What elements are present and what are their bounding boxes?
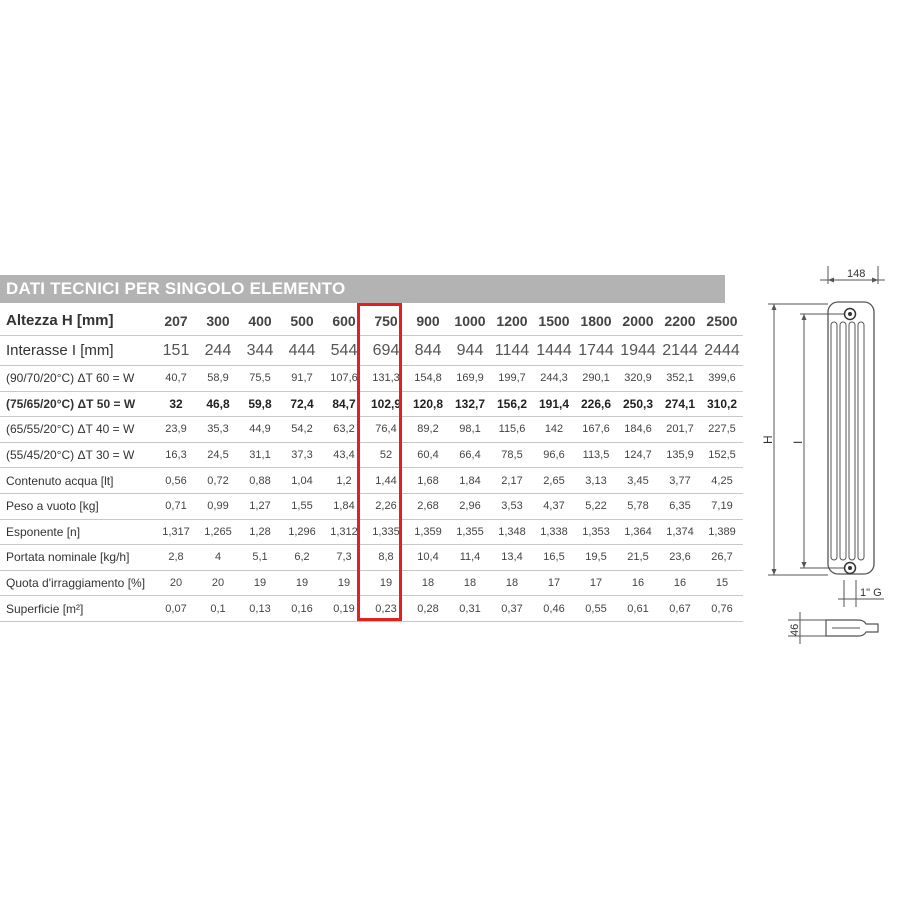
table-cell: 1,84 — [449, 468, 491, 494]
table-cell: 444 — [281, 336, 323, 366]
table-cell: 0,56 — [155, 468, 197, 494]
table-cell: 0,99 — [197, 493, 239, 519]
table-cell: 2500 — [701, 306, 743, 336]
table-cell: 156,2 — [491, 391, 533, 417]
table-cell: 66,4 — [449, 442, 491, 468]
table-cell: 1,27 — [239, 493, 281, 519]
table-cell: 0,71 — [155, 493, 197, 519]
table-cell: 500 — [281, 306, 323, 336]
table-cell: 89,2 — [407, 417, 449, 443]
row-label: (55/45/20°C) ΔT 30 = W — [0, 442, 155, 468]
table-cell: 18 — [491, 570, 533, 596]
table-cell: 107,6 — [323, 366, 365, 392]
table-cell: 3,13 — [575, 468, 617, 494]
table-cell: 310,2 — [701, 391, 743, 417]
table-row — [0, 417, 743, 443]
table-cell: 135,9 — [659, 442, 701, 468]
table-cell: 6,35 — [659, 493, 701, 519]
table-row — [0, 366, 743, 392]
table-cell: 1,68 — [407, 468, 449, 494]
row-label: (75/65/20°C) ΔT 50 = W — [0, 391, 155, 417]
table-cell: 52 — [365, 442, 407, 468]
table-row — [0, 493, 743, 519]
table-cell: 16 — [659, 570, 701, 596]
table-cell: 26,7 — [701, 545, 743, 571]
table-cell: 0,13 — [239, 596, 281, 622]
table-row — [0, 391, 743, 417]
table-cell: 1944 — [617, 336, 659, 366]
h-arrow-bottom — [772, 569, 777, 575]
height-dim-label: H — [761, 435, 775, 444]
table-cell: 96,6 — [533, 442, 575, 468]
table-cell: 2,68 — [407, 493, 449, 519]
table-cell: 5,22 — [575, 493, 617, 519]
table-cell: 54,2 — [281, 417, 323, 443]
technical-data-table — [0, 306, 743, 622]
table-cell: 91,7 — [281, 366, 323, 392]
table-cell: 1,389 — [701, 519, 743, 545]
table-cell: 900 — [407, 306, 449, 336]
table-cell: 244 — [197, 336, 239, 366]
table-cell: 16,3 — [155, 442, 197, 468]
table-cell: 78,5 — [491, 442, 533, 468]
table-cell: 16,5 — [533, 545, 575, 571]
table-cell: 7,3 — [323, 545, 365, 571]
table-cell: 1,296 — [281, 519, 323, 545]
table-cell: 1,335 — [365, 519, 407, 545]
table-cell: 31,1 — [239, 442, 281, 468]
table-cell: 844 — [407, 336, 449, 366]
table-cell: 131,3 — [365, 366, 407, 392]
table-cell: 120,8 — [407, 391, 449, 417]
table-cell: 300 — [197, 306, 239, 336]
table-cell: 201,7 — [659, 417, 701, 443]
table-cell: 59,8 — [239, 391, 281, 417]
table-cell: 290,1 — [575, 366, 617, 392]
table-cell: 4,37 — [533, 493, 575, 519]
table-cell: 1500 — [533, 306, 575, 336]
table-cell: 58,9 — [197, 366, 239, 392]
table-cell: 600 — [323, 306, 365, 336]
table-row — [0, 545, 743, 571]
table-cell: 124,7 — [617, 442, 659, 468]
table-cell: 399,6 — [701, 366, 743, 392]
table-cell: 1,84 — [323, 493, 365, 519]
table-cell: 6,2 — [281, 545, 323, 571]
table-title: DATI TECNICI PER SINGOLO ELEMENTO — [0, 275, 725, 303]
table-cell: 244,3 — [533, 366, 575, 392]
table-cell: 16 — [617, 570, 659, 596]
table-cell: 44,9 — [239, 417, 281, 443]
table-cell: 21,5 — [617, 545, 659, 571]
table-row — [0, 306, 743, 336]
table-cell: 84,7 — [323, 391, 365, 417]
table-cell: 0,23 — [365, 596, 407, 622]
table-cell: 32 — [155, 391, 197, 417]
table-cell: 1,348 — [491, 519, 533, 545]
table-cell: 11,4 — [449, 545, 491, 571]
table-cell: 63,2 — [323, 417, 365, 443]
table-row — [0, 519, 743, 545]
row-label: (65/55/20°C) ΔT 40 = W — [0, 417, 155, 443]
table-cell: 1,359 — [407, 519, 449, 545]
table-cell: 7,19 — [701, 493, 743, 519]
table-cell: 4 — [197, 545, 239, 571]
connection-label: 1" G — [860, 587, 882, 599]
table-cell: 400 — [239, 306, 281, 336]
table-cell: 2,96 — [449, 493, 491, 519]
table-cell: 60,4 — [407, 442, 449, 468]
table-cell: 43,4 — [323, 442, 365, 468]
table-cell: 1,265 — [197, 519, 239, 545]
row-label: (90/70/20°C) ΔT 60 = W — [0, 366, 155, 392]
table-cell: 2,65 — [533, 468, 575, 494]
row-label: Quota d'irraggiamento [%] — [0, 570, 155, 596]
h-arrow-top — [772, 304, 777, 310]
table-cell: 20 — [197, 570, 239, 596]
interaxis-dim-label: I — [791, 440, 805, 444]
table-cell: 0,61 — [617, 596, 659, 622]
table-cell: 2200 — [659, 306, 701, 336]
table-cell: 1800 — [575, 306, 617, 336]
table-cell: 227,5 — [701, 417, 743, 443]
table-cell: 944 — [449, 336, 491, 366]
table-cell: 1,04 — [281, 468, 323, 494]
top-connection-core — [848, 312, 852, 316]
table-cell: 132,7 — [449, 391, 491, 417]
table-cell: 98,1 — [449, 417, 491, 443]
table-cell: 35,3 — [197, 417, 239, 443]
table-cell: 154,8 — [407, 366, 449, 392]
table-cell: 151 — [155, 336, 197, 366]
radiator-body — [828, 302, 874, 574]
table-cell: 19,5 — [575, 545, 617, 571]
table-cell: 207 — [155, 306, 197, 336]
table-row — [0, 336, 743, 366]
table-cell: 1,353 — [575, 519, 617, 545]
table-cell: 750 — [365, 306, 407, 336]
row-label: Interasse I [mm] — [0, 336, 155, 366]
table-cell: 191,4 — [533, 391, 575, 417]
table-cell: 2144 — [659, 336, 701, 366]
table-cell: 46,8 — [197, 391, 239, 417]
table-cell: 320,9 — [617, 366, 659, 392]
table-cell: 250,3 — [617, 391, 659, 417]
table-cell: 102,9 — [365, 391, 407, 417]
width-dim-label: 148 — [847, 268, 866, 280]
table-cell: 3,45 — [617, 468, 659, 494]
table-cell: 1,317 — [155, 519, 197, 545]
table-cell: 1,55 — [281, 493, 323, 519]
table-cell: 1144 — [491, 336, 533, 366]
i-arrow-bottom — [802, 562, 807, 568]
width-arrow-left — [828, 278, 834, 283]
table-cell: 199,7 — [491, 366, 533, 392]
table-cell: 13,4 — [491, 545, 533, 571]
table-cell: 1,2 — [323, 468, 365, 494]
table-cell: 23,9 — [155, 417, 197, 443]
table-cell: 1,44 — [365, 468, 407, 494]
table-cell: 1,364 — [617, 519, 659, 545]
table-cell: 115,6 — [491, 417, 533, 443]
row-label: Altezza H [mm] — [0, 306, 155, 336]
table-cell: 75,5 — [239, 366, 281, 392]
table-cell: 72,4 — [281, 391, 323, 417]
table-cell: 1744 — [575, 336, 617, 366]
table-cell: 0,67 — [659, 596, 701, 622]
table-cell: 19 — [281, 570, 323, 596]
table-cell: 3,53 — [491, 493, 533, 519]
table-cell: 1000 — [449, 306, 491, 336]
table-cell: 0,88 — [239, 468, 281, 494]
table-cell: 19 — [365, 570, 407, 596]
table-cell: 5,1 — [239, 545, 281, 571]
table-row — [0, 570, 743, 596]
table-cell: 0,72 — [197, 468, 239, 494]
table-cell: 1,28 — [239, 519, 281, 545]
table-row — [0, 468, 743, 494]
row-label: Esponente [n] — [0, 519, 155, 545]
table-cell: 184,6 — [617, 417, 659, 443]
table-cell: 694 — [365, 336, 407, 366]
table-cell: 113,5 — [575, 442, 617, 468]
table-cell: 0,1 — [197, 596, 239, 622]
table-cell: 76,4 — [365, 417, 407, 443]
table-cell: 37,3 — [281, 442, 323, 468]
table-cell: 352,1 — [659, 366, 701, 392]
table-cell: 2,17 — [491, 468, 533, 494]
table-cell: 544 — [323, 336, 365, 366]
table-cell: 4,25 — [701, 468, 743, 494]
width-arrow-right — [872, 278, 878, 283]
table-cell: 18 — [449, 570, 491, 596]
table-cell: 19 — [239, 570, 281, 596]
table-cell: 1,312 — [323, 519, 365, 545]
table-cell: 24,5 — [197, 442, 239, 468]
table-cell: 1,338 — [533, 519, 575, 545]
table-cell: 152,5 — [701, 442, 743, 468]
table-cell: 226,6 — [575, 391, 617, 417]
table-cell: 2000 — [617, 306, 659, 336]
table-cell: 18 — [407, 570, 449, 596]
table-cell: 0,16 — [281, 596, 323, 622]
table-cell: 40,7 — [155, 366, 197, 392]
depth-dim-label: 46 — [789, 623, 801, 636]
table-cell: 19 — [323, 570, 365, 596]
row-label: Superficie [m²] — [0, 596, 155, 622]
table-cell: 0,07 — [155, 596, 197, 622]
bottom-connection-core — [848, 566, 852, 570]
table-cell: 0,37 — [491, 596, 533, 622]
table-row — [0, 442, 743, 468]
table-cell: 2,26 — [365, 493, 407, 519]
table-cell: 169,9 — [449, 366, 491, 392]
table-cell: 0,19 — [323, 596, 365, 622]
table-cell: 2,8 — [155, 545, 197, 571]
table-cell: 274,1 — [659, 391, 701, 417]
table-cell: 1200 — [491, 306, 533, 336]
table-cell: 5,78 — [617, 493, 659, 519]
table-cell: 0,31 — [449, 596, 491, 622]
table-cell: 344 — [239, 336, 281, 366]
table-cell: 20 — [155, 570, 197, 596]
table-cell: 167,6 — [575, 417, 617, 443]
radiator-drawing — [760, 262, 890, 652]
table-cell: 17 — [575, 570, 617, 596]
table-cell: 15 — [701, 570, 743, 596]
i-arrow-top — [802, 314, 807, 320]
table-cell: 0,46 — [533, 596, 575, 622]
row-label: Contenuto acqua [lt] — [0, 468, 155, 494]
table-cell: 2444 — [701, 336, 743, 366]
row-label: Portata nominale [kg/h] — [0, 545, 155, 571]
table-cell: 8,8 — [365, 545, 407, 571]
table-cell: 1,374 — [659, 519, 701, 545]
row-label: Peso a vuoto [kg] — [0, 493, 155, 519]
table-cell: 1,355 — [449, 519, 491, 545]
table-cell: 10,4 — [407, 545, 449, 571]
table-cell: 17 — [533, 570, 575, 596]
table-cell: 1444 — [533, 336, 575, 366]
table-cell: 0,28 — [407, 596, 449, 622]
table-cell: 23,6 — [659, 545, 701, 571]
table-cell: 0,55 — [575, 596, 617, 622]
table-cell: 142 — [533, 417, 575, 443]
table-row — [0, 596, 743, 622]
table-cell: 0,76 — [701, 596, 743, 622]
table-cell: 3,77 — [659, 468, 701, 494]
